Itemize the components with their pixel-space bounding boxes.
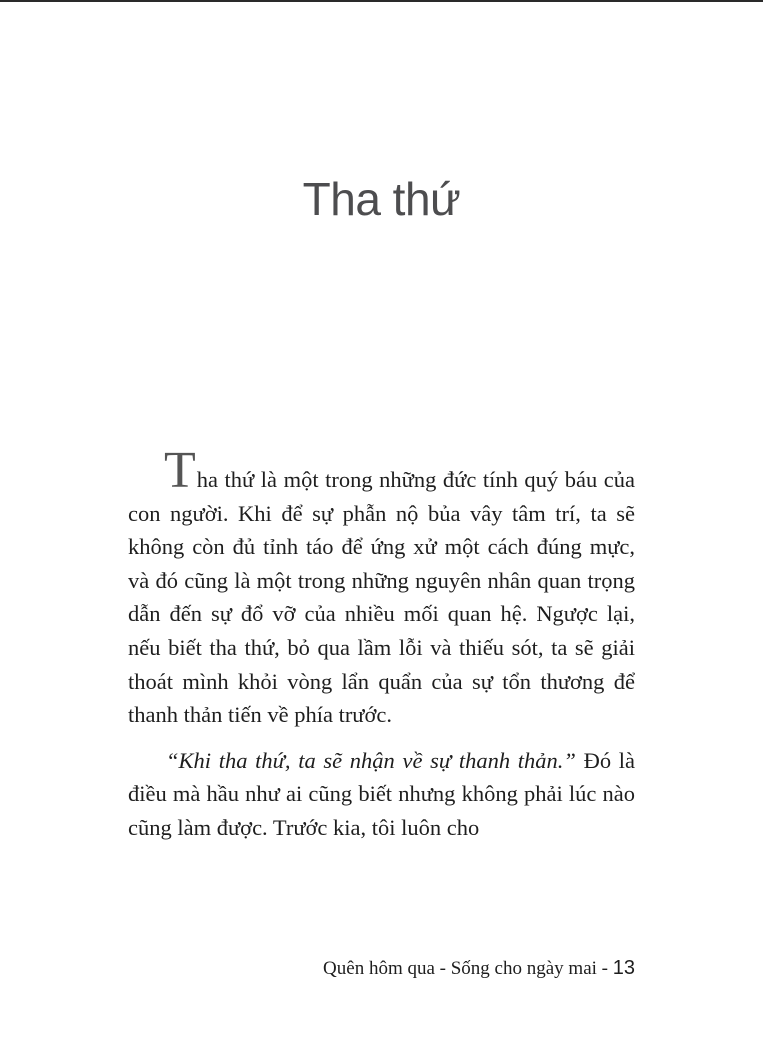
paragraph-2-text: Đó là điều mà hầu như ai cũng biết nhưng không phải lúc nào cũng làm được. Trước kia, tôi luôn cho bbox=[128, 747, 635, 840]
top-border-rule bbox=[0, 0, 763, 2]
footer-separator: - bbox=[596, 958, 613, 979]
running-footer bbox=[323, 957, 635, 980]
chapter-body bbox=[128, 442, 635, 845]
drop-cap: T bbox=[164, 442, 196, 499]
chapter-title: Tha thứ bbox=[302, 173, 461, 225]
paragraph-1-text: ha thứ là một trong những đức tính quý báu của con người. Khi để sự phẫn nộ bủa vây tâm trí, ta sẽ không còn đủ tỉnh táo để ứng xử một cách đúng mực, và đó cũng là một trong những nguyên nhân quan trọng dẫn đến sự đổ vỡ của nhiều mối quan hệ. Ngược lại, nếu biết tha thứ, bỏ qua lầm lỗi và thiếu sót, ta sẽ giải thoát mình khỏi vòng lẩn quẩn của sự tổn thương để thanh thản tiến về phía trước. bbox=[128, 467, 635, 728]
footer-book-title: Quên hôm qua - Sống cho ngày mai bbox=[323, 958, 597, 979]
page-number: 13 bbox=[612, 957, 635, 979]
paragraph-2 bbox=[128, 744, 635, 845]
quote-text: “Khi tha thứ, ta sẽ nhận về sự thanh thản.” bbox=[166, 747, 576, 773]
paragraph-1 bbox=[128, 442, 635, 732]
